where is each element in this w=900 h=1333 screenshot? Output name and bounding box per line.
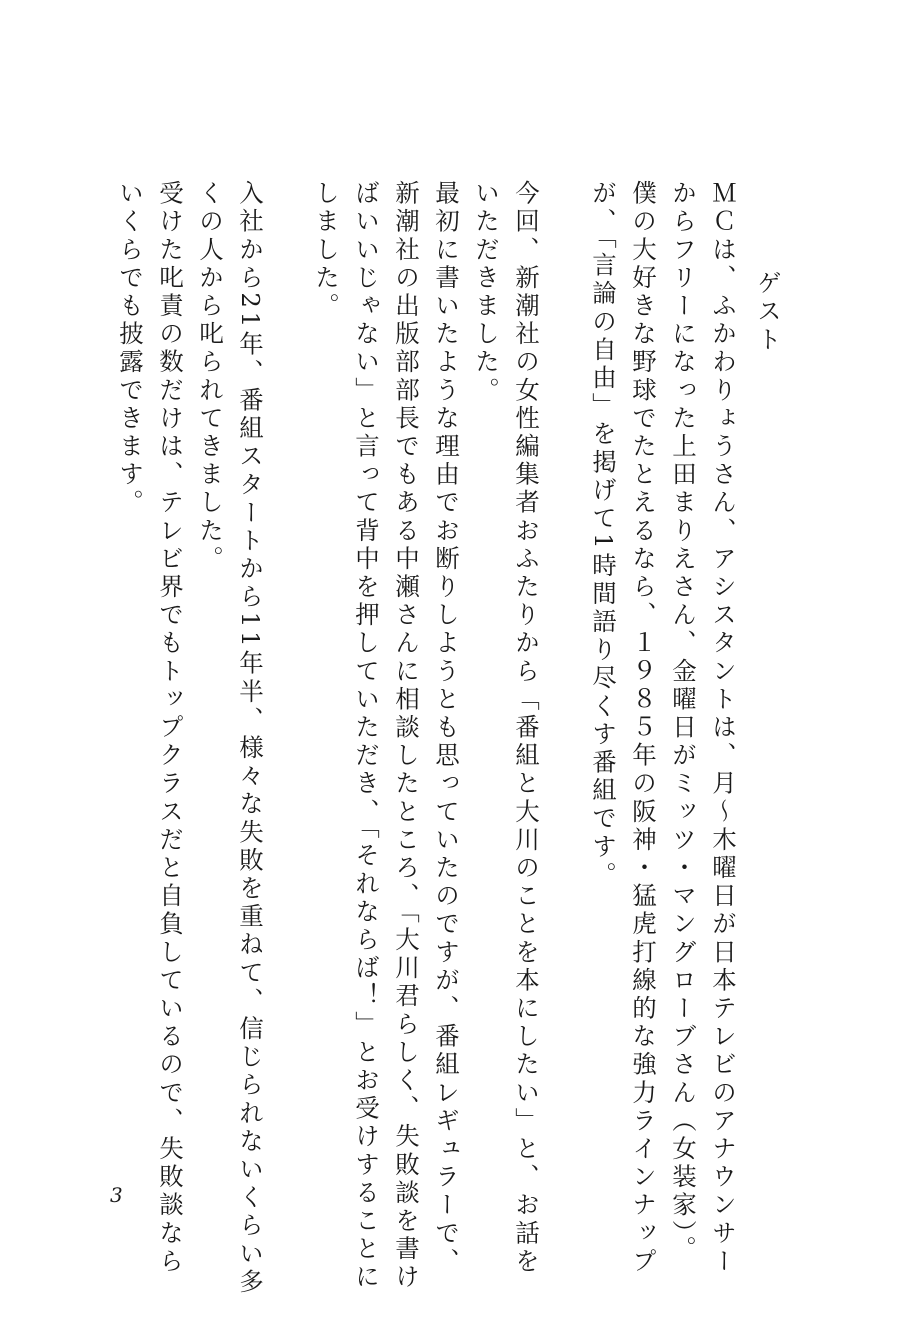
text-column: 受けた叱責の数だけは、テレビ界でもトップクラスだと自負しているので、失敗談なら — [156, 180, 185, 1276]
text-column: が、「言論の自由」を掲げて1時間語り尽くす番組です。 — [589, 180, 618, 890]
text-column: しました。 — [312, 180, 341, 321]
section-heading: ゲスト — [754, 270, 783, 355]
text-column: 僕の大好きな野球でたとえるなら、１９８５年の阪神・猛虎打線的な強力ラインナップ — [629, 180, 658, 1276]
text-column: くの人から叱られてきました。 — [196, 180, 225, 574]
text-column: 入社から21年、番組スタートから11年半、様々な失敗を重ねて、信じられないくらい多 — [236, 180, 265, 1297]
page-number: 3 — [110, 1183, 123, 1207]
text-column: 新潮社の出版部部長でもある中瀬さんに相談したところ、「大川君らしく、失敗談を書け — [392, 180, 421, 1292]
text-column: いくらでも披露できます。 — [116, 180, 145, 518]
text-column: ＭＣは、ふかわりょうさん、アシスタントは、月～木曜日が日本テレビのアナウンサー — [709, 180, 738, 1276]
text-column: ばいいじゃない」と言って背中を押していただき、「それならば！」とお受けすることに — [352, 180, 381, 1292]
text-column: 最初に書いたような理由でお断りしようとも思っていたのですが、番組レギュラーで、 — [432, 180, 461, 1276]
text-column: いただきました。 — [472, 180, 501, 405]
text-column: 今回、新潮社の女性編集者おふたりから「番組と大川のことを本にしたい」と、お話を — [512, 180, 541, 1276]
text-column: からフリーになった上田まりえさん、金曜日がミッツ・マングローブさん（女装家）。 — [669, 180, 698, 1264]
